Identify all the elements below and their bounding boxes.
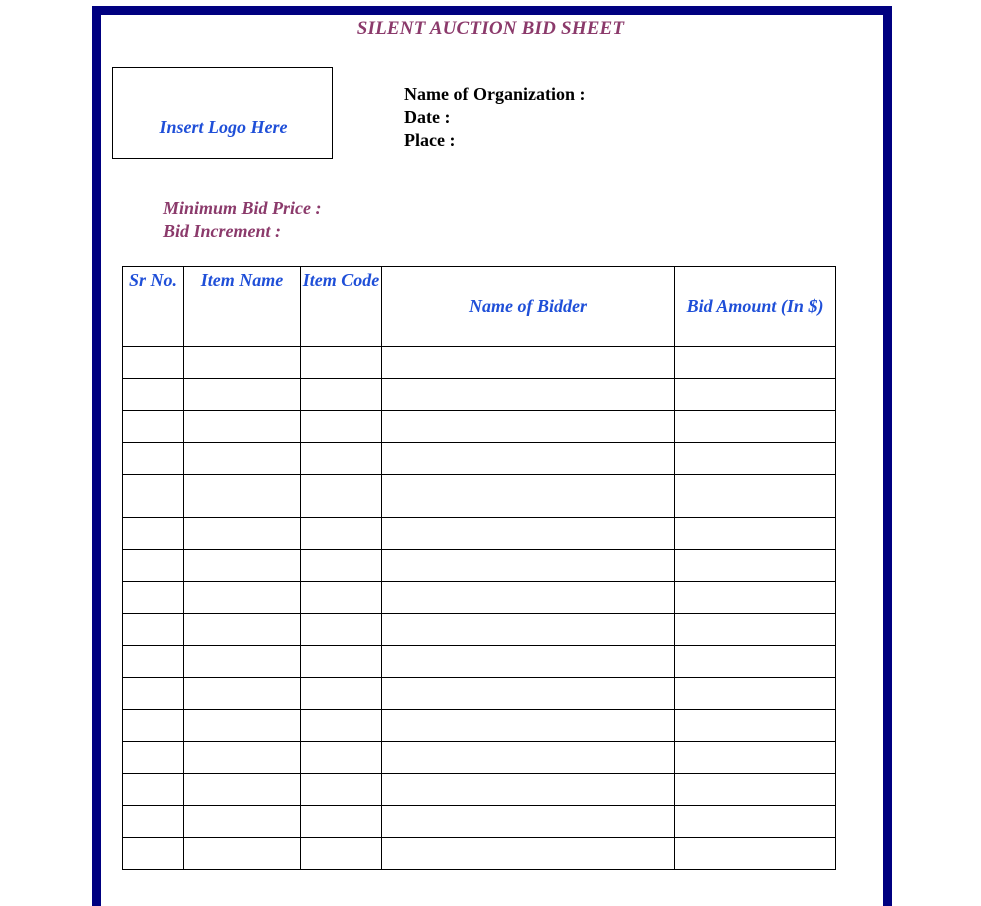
- cell-bid-amount[interactable]: [675, 518, 836, 550]
- cell-item-name[interactable]: [184, 614, 301, 646]
- table-row: [123, 379, 836, 411]
- table-row: [123, 550, 836, 582]
- cell-sr-no[interactable]: [123, 646, 184, 678]
- table-row: [123, 710, 836, 742]
- cell-item-code[interactable]: [301, 550, 382, 582]
- minimum-bid-label: Minimum Bid Price :: [163, 198, 322, 218]
- cell-item-name[interactable]: [184, 774, 301, 806]
- cell-sr-no[interactable]: [123, 806, 184, 838]
- cell-item-code[interactable]: [301, 582, 382, 614]
- cell-bid-amount[interactable]: [675, 347, 836, 379]
- cell-bid-amount[interactable]: [675, 582, 836, 614]
- cell-bid-amount[interactable]: [675, 411, 836, 443]
- cell-bidder-name[interactable]: [382, 614, 675, 646]
- cell-item-name[interactable]: [184, 678, 301, 710]
- cell-item-name[interactable]: [184, 443, 301, 475]
- cell-item-code[interactable]: [301, 678, 382, 710]
- cell-item-name[interactable]: [184, 710, 301, 742]
- cell-bidder-name[interactable]: [382, 774, 675, 806]
- cell-bidder-name[interactable]: [382, 379, 675, 411]
- cell-sr-no[interactable]: [123, 518, 184, 550]
- logo-placeholder-text: Insert Logo Here: [159, 117, 288, 137]
- cell-bid-amount[interactable]: [675, 614, 836, 646]
- cell-item-code[interactable]: [301, 379, 382, 411]
- table-row: [123, 347, 836, 379]
- table-row: [123, 742, 836, 774]
- cell-bidder-name[interactable]: [382, 838, 675, 870]
- cell-item-name[interactable]: [184, 379, 301, 411]
- table-row: [123, 582, 836, 614]
- table-header-row: [123, 267, 836, 347]
- header-bid-amount: Bid Amount (In $): [675, 267, 836, 347]
- cell-item-code[interactable]: [301, 443, 382, 475]
- header-sr-no: Sr No.: [123, 267, 184, 347]
- date-label: Date :: [404, 107, 451, 127]
- cell-item-code[interactable]: [301, 742, 382, 774]
- cell-item-code[interactable]: [301, 774, 382, 806]
- cell-item-code[interactable]: [301, 411, 382, 443]
- logo-placeholder-box: [112, 67, 333, 159]
- table-row: [123, 678, 836, 710]
- event-info: [404, 83, 585, 152]
- bid-table-body: [123, 347, 836, 870]
- table-row: [123, 518, 836, 550]
- cell-bidder-name[interactable]: [382, 582, 675, 614]
- table-row: [123, 443, 836, 475]
- cell-item-name[interactable]: [184, 518, 301, 550]
- bid-settings: [163, 197, 322, 243]
- cell-bid-amount[interactable]: [675, 550, 836, 582]
- cell-bidder-name[interactable]: [382, 411, 675, 443]
- table-row: [123, 411, 836, 443]
- bid-table: [122, 266, 836, 870]
- cell-bid-amount[interactable]: [675, 838, 836, 870]
- table-row: [123, 774, 836, 806]
- table-row: [123, 475, 836, 518]
- cell-item-name[interactable]: [184, 806, 301, 838]
- table-row: [123, 806, 836, 838]
- cell-bidder-name[interactable]: [382, 347, 675, 379]
- sheet-title: SILENT AUCTION BID SHEET: [356, 18, 625, 39]
- organization-label: Name of Organization :: [404, 84, 586, 104]
- cell-bid-amount[interactable]: [675, 475, 836, 518]
- cell-item-name[interactable]: [184, 646, 301, 678]
- cell-item-name[interactable]: [184, 742, 301, 774]
- cell-sr-no[interactable]: [123, 614, 184, 646]
- cell-bid-amount[interactable]: [675, 678, 836, 710]
- cell-sr-no[interactable]: [123, 347, 184, 379]
- cell-bidder-name[interactable]: [382, 710, 675, 742]
- cell-sr-no[interactable]: [123, 838, 184, 870]
- cell-bid-amount[interactable]: [675, 379, 836, 411]
- cell-item-code[interactable]: [301, 614, 382, 646]
- header-name-of-bidder: Name of Bidder: [382, 267, 675, 347]
- table-row: [123, 614, 836, 646]
- cell-item-name[interactable]: [184, 550, 301, 582]
- cell-bidder-name[interactable]: [382, 443, 675, 475]
- cell-sr-no[interactable]: [123, 411, 184, 443]
- cell-bid-amount[interactable]: [675, 742, 836, 774]
- cell-sr-no[interactable]: [123, 678, 184, 710]
- cell-bidder-name[interactable]: [382, 742, 675, 774]
- cell-bid-amount[interactable]: [675, 646, 836, 678]
- cell-bid-amount[interactable]: [675, 443, 836, 475]
- cell-item-code[interactable]: [301, 838, 382, 870]
- cell-item-code[interactable]: [301, 475, 382, 518]
- cell-sr-no[interactable]: [123, 443, 184, 475]
- cell-sr-no[interactable]: [123, 742, 184, 774]
- cell-sr-no[interactable]: [123, 774, 184, 806]
- cell-bid-amount[interactable]: [675, 774, 836, 806]
- cell-item-name[interactable]: [184, 411, 301, 443]
- cell-item-code[interactable]: [301, 806, 382, 838]
- header-item-code: Item Code: [301, 267, 382, 347]
- cell-bidder-name[interactable]: [382, 646, 675, 678]
- cell-sr-no[interactable]: [123, 582, 184, 614]
- cell-bidder-name[interactable]: [382, 518, 675, 550]
- cell-item-code[interactable]: [301, 347, 382, 379]
- cell-sr-no[interactable]: [123, 475, 184, 518]
- cell-bidder-name[interactable]: [382, 475, 675, 518]
- cell-item-code[interactable]: [301, 518, 382, 550]
- cell-item-name[interactable]: [184, 475, 301, 518]
- cell-bid-amount[interactable]: [675, 806, 836, 838]
- place-label: Place :: [404, 130, 456, 150]
- cell-item-name[interactable]: [184, 582, 301, 614]
- cell-item-code[interactable]: [301, 646, 382, 678]
- table-row: [123, 646, 836, 678]
- header-item-name: Item Name: [184, 267, 301, 347]
- cell-bidder-name[interactable]: [382, 806, 675, 838]
- cell-sr-no[interactable]: [123, 379, 184, 411]
- cell-item-code[interactable]: [301, 710, 382, 742]
- cell-bid-amount[interactable]: [675, 710, 836, 742]
- cell-item-name[interactable]: [184, 838, 301, 870]
- cell-bidder-name[interactable]: [382, 678, 675, 710]
- cell-bidder-name[interactable]: [382, 550, 675, 582]
- table-row: [123, 838, 836, 870]
- bid-increment-label: Bid Increment :: [163, 221, 282, 241]
- cell-item-name[interactable]: [184, 347, 301, 379]
- cell-sr-no[interactable]: [123, 550, 184, 582]
- cell-sr-no[interactable]: [123, 710, 184, 742]
